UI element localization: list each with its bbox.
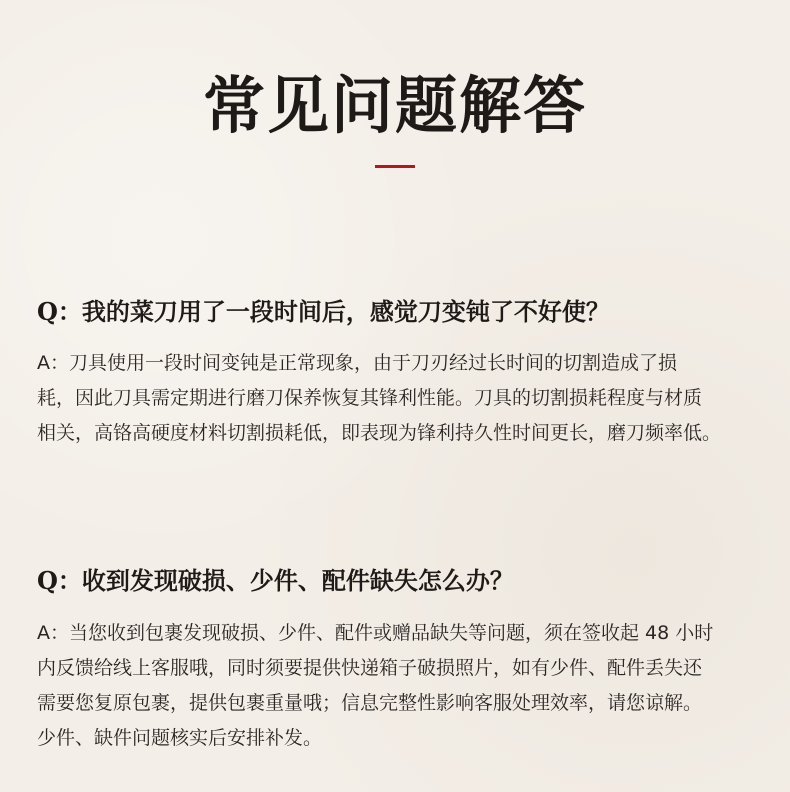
- faq-answer-1: [37, 346, 757, 451]
- faq-answer-1-line-2: 耗，因此刀具需定期进行磨刀保养恢复其锋利性能。刀具的切割损耗程度与材质: [37, 387, 703, 409]
- faq-question-1: Q：我的菜刀用了一段时间后，感觉刀变钝了不好使？: [37, 297, 610, 326]
- faq-answer-2: [37, 616, 757, 756]
- faq-answer-2-line-1: A：当您收到包裹发现破损、少件、配件或赠品缺失等问题，须在签收起 48 小时: [37, 622, 714, 644]
- faq-answer-2-line-2: 内反馈给线上客服哦，同时须要提供快递箱子破损照片，如有少件、配件丢失还: [37, 657, 703, 679]
- faq-answer-2-line-4: 少件、缺件问题核实后安排补发。: [37, 727, 323, 749]
- faq-question-2: Q：收到发现破损、少件、配件缺失怎么办？: [37, 566, 514, 595]
- faq-answer-1-line-3: 相关，高铬高硬度材料切割损耗低，即表现为锋利持久性时间更长，磨刀频率低。: [37, 422, 722, 444]
- title-divider: [375, 165, 415, 168]
- page-title: 常见问题解答: [202, 69, 587, 142]
- faq-answer-2-line-3: 需要您复原包裹，提供包裹重量哦；信息完整性影响客服处理效率，请您谅解。: [37, 692, 703, 714]
- faq-answer-1-line-1: A：刀具使用一段时间变钝是正常现象，由于刀刃经过长时间的切割造成了损: [37, 352, 677, 374]
